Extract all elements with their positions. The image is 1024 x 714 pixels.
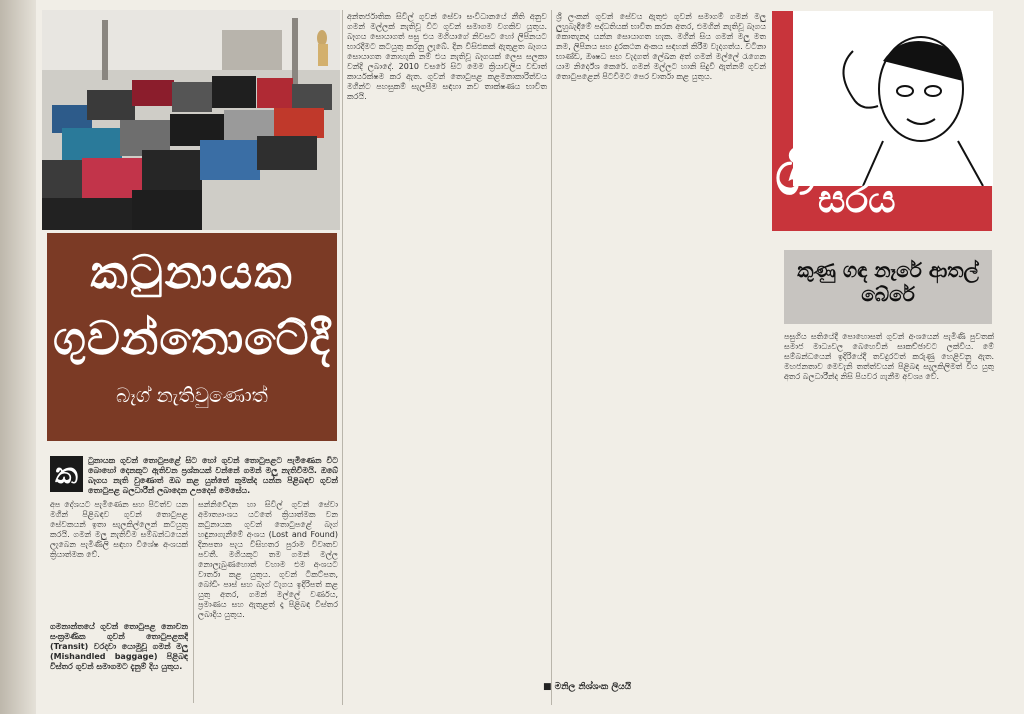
headline-box (47, 233, 337, 441)
article-column-3: අන්තර්ජාතික සිවිල් ගුවන් සේවා සංවිධානයේ නීති අනුව ගමන් මල්ලක් නැතිවූ විට ගුවන් සමාගම වගකිව යුතුය. බෑගය සොයාගත් පසු එය මගියාගේ නිවසට හෝ ලිපිනයට භාරදීමට කටයුතු කරනු ලැබේ. දින විසිඑකක් ඇතුළත බෑගය සොයාගත නොහැකි නම් එය නැතිවූ බෑගයක් ලෙස සලකා වන්දි ලබාදේ. 2010 වසරේ සිට මෙම ක්‍රියාවලිය වඩාත් කාර්යක්ෂම කර ඇත. ගුවන් තොටුපළ කළමනාකාරිත්වය මගීන්ට පහසුකම් සැලසීම සඳහා නව තාක්ෂණය භාවිත කරයි. (347, 12, 547, 101)
article-column-4: ශ්‍රී ලංකන් ගුවන් සේවය ඇතුළු ගුවන් සමාගම් ගමන් මලු ලුහුබැඳීමේ පද්ධතියක් භාවිත කරන අතර, එමගින් නැතිවූ බෑගය කොතැනද යන්න සොයාගත හැක. මගීන් සිය ගමන් මලු මත නම, ලිපිනය සහ දුරකථන අංකය සඳහන් කිරීම වැදගත්ය. වටිනා භාණ්ඩ, ඖෂධ සහ වැදගත් ලේඛන අත් ගමන් මල්ලේ රැගෙන යාම නිර්දේශ කෙරේ. ගමන් මල්ලට හානි සිදුවී ඇත්නම් ගුවන් තොටුපළෙන් පිටවීමට පෙර වාර්තා කළ යුතුය. (556, 12, 766, 81)
byline: ■ මනිල නිශ්ශංක ලියයි (543, 682, 632, 692)
headline-line-1: කටුනායක (90, 245, 294, 299)
column-name-small: සරය (818, 176, 896, 221)
column-name-big: ගී (775, 140, 817, 208)
column-title: කුණු ගඳ නෑරේ ආතල් බේරේ (797, 258, 979, 306)
headline-subline: බෑග් නැතිවුණොත් (116, 383, 268, 407)
column-rule (193, 498, 194, 703)
caricature-drawing (793, 11, 993, 186)
luggage-photo (42, 10, 340, 230)
column-title-box (784, 250, 992, 324)
headline-line-2: ගුවන්තොටේදී (53, 311, 331, 365)
drop-cap: ක (50, 456, 83, 492)
article-bold-paragraph: ගමනාන්තයේ ගුවන් තොටුපළ නොවන සංක්‍රමණික ගුවන් තොටුපළකදී (Transit) වරදවා යොමුවූ ගමන් මලු (Mishandled baggage) පිළිබඳ විස්තර ගුවන් සමාගමට දැනුම් දිය යුතුය. (50, 622, 188, 671)
article-paragraph: අප දේශයට පැමිණෙන සහ පිටත්ව යන මගීන් පිළිබඳව ගුවන් තොටුපළ සේවකයන් ඉතා සැලකිල්ලෙන් කටයුතු කරයි. ගමන් මලු නැතිවීම සම්බන්ධයෙන් ලැබෙන පැමිණිලි සඳහා විශේෂ අංශයක් ක්‍රියාත්මක වේ. (50, 500, 188, 559)
column-rule (551, 10, 552, 705)
article-column-2: සන්නිවේදන හා සිවිල් ගුවන් සේවා අමාත්‍යාංශය යටතේ ක්‍රියාත්මක වන කටුනායක ගුවන් තොටුපළේ බෑග් හඳුනාගැනීමේ අංශය (Lost and Found) දිනපතා පැය විසිහතර පුරාම විවෘතව පවතී. මගියකුට තම ගමන් මල්ල නොලැබුණහොත් වහාම එම අංශයට වාර්තා කළ යුතුය. ගුවන් ටිකට්පත, බෝඩිං පාස් සහ බෑග් ටැගය ඉදිරිපත් කළ යුතු අතර, ගමන් මල්ලේ වර්ණය, ප්‍රමාණය සහ ඇතුළත් දෑ පිළිබඳ විස්තර ලබාදිය යුතුය. (198, 500, 338, 619)
column-rule (342, 10, 343, 705)
page-fold-shadow (0, 0, 36, 714)
article-intro: ටුනායක ගුවන් තොටුපළේ සිට හෝ ගුවන් තොටුපළට පැමිණෙන විට බොහෝ දෙනකුට ඇතිවන ප්‍රශ්නයක් වන්නේ ගමන් මලු නැතිවීමයි. ඔබේ බෑගය නැති වුණොත් ඔබ කළ යුත්තේ කුමක්ද යන්න පිළිබඳව ගුවන් තොටුපළ බලධාරීන් ලබාදෙන උපදෙස් මෙසේය. (88, 456, 338, 495)
article-column-5: පසුගිය සතියේදී පොහොසත් ගුවන් අංශයෙන් පැමිණි පුවතක් සමාජ මාධ්‍යවල බෙහෙවින් සාකච්ඡාවට ලක්විය. මේ සම්බන්ධයෙන් ඉදිරියේදී තවදුරටත් කරුණු හෙළිවනු ඇත. මහජනතාව මෙවැනි තත්ත්වයන් පිළිබඳ සැලකිලිමත් විය යුතු අතර බලධාරීන්ද නිසි පියවර ගැනීම අවශ්‍ය වේ. (784, 332, 994, 381)
luggage-illustration (42, 10, 340, 230)
caricature-panel (793, 11, 993, 186)
